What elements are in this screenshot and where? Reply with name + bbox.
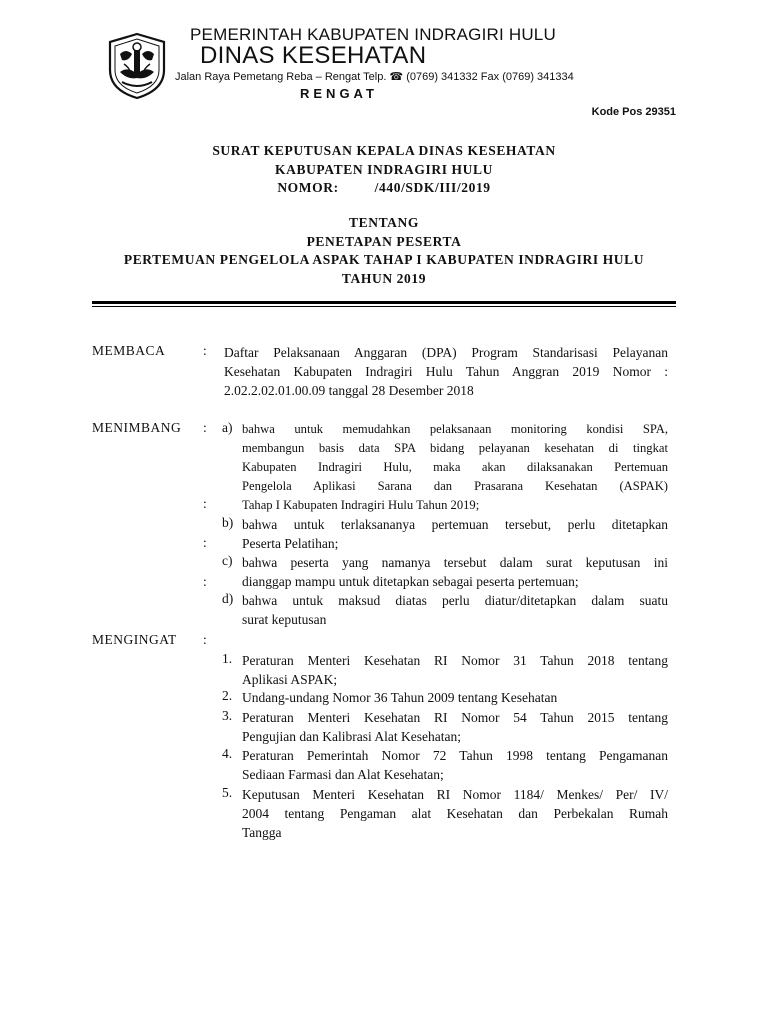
department-name: DINAS KESEHATAN (200, 42, 427, 69)
about-heading: TENTANG (349, 215, 419, 230)
mengingat-item-5: Keputusan Menteri Kesehatan RI Nomor 1184/ Menkes/ Per/ IV/ 2004 tentang Pengaman alat Kesehatan dan Perbekalan Rumah Tangga (242, 787, 668, 840)
subject-line-2: PERTEMUAN PENGELOLA ASPAK TAHAP I KABUPATEN INDRAGIRI HULU (123, 252, 645, 267)
membaca-label: MEMBACA (92, 343, 166, 358)
menimbang-item-c: bahwa peserta yang namanya tersebut dalam surat keputusan ini dianggap mampu untuk ditetapkan sebagai peserta pertemuan; (242, 555, 668, 589)
menimbang-colon-a: : (203, 420, 207, 435)
menimbang-item-b: bahwa untuk terlaksananya pertemuan tersebut, perlu ditetapkan Peserta Pelatihan; (242, 517, 668, 551)
membaca-colon: : (203, 343, 207, 358)
mengingat-item-1: Peraturan Menteri Kesehatan RI Nomor 31 Tahun 2018 tentang Aplikasi ASPAK; (242, 653, 668, 687)
mengingat-marker-5: 5. (222, 785, 233, 800)
membaca-text: Daftar Pelaksanaan Anggaran (DPA) Program Standarisasi Pelayanan Kesehatan Kabupaten Indragiri Hulu Tahun Anggran 2019 Nomor : 2.02.2.02.01.00.09 tanggal 28 Desember 2018 (224, 345, 668, 398)
mengingat-colon: : (203, 632, 207, 647)
menimbang-colon-b: : (203, 496, 207, 511)
menimbang-marker-c: c) (222, 553, 233, 568)
menimbang-marker-a: a) (222, 420, 233, 435)
mengingat-marker-2: 2. (222, 688, 233, 703)
mengingat-item-3: Peraturan Menteri Kesehatan RI Nomor 54 Tahun 2015 tentang Pengujian dan Kalibrasi Alat Kesehatan; (242, 710, 668, 744)
menimbang-marker-b: b) (222, 515, 234, 530)
menimbang-marker-d: d) (222, 591, 234, 606)
office-address: Jalan Raya Pemetang Reba – Rengat Telp. ☎ (0769) 341332 Fax (0769) 341334 (175, 71, 574, 83)
decree-title: SURAT KEPUTUSAN KEPALA DINAS KESEHATAN (212, 143, 556, 158)
mengingat-marker-3: 3. (222, 708, 233, 723)
menimbang-item-a: bahwa untuk memudahkan pelaksanaan monitoring kondisi SPA, membangun basis data SPA bidang pelayanan kesehatan di tingkat Kabupaten Indragiri Hulu, maka akan dilaksanakan Pertemuan Pengelola Aplikasi Sarana dan Prasarana Kesehatan (ASPAK) Tahap I Kabupaten Indragiri Hulu Tahun 2019; (242, 422, 668, 512)
decree-number (0, 180, 768, 196)
mengingat-marker-1: 1. (222, 651, 233, 666)
menimbang-colon-c: : (203, 535, 207, 550)
menimbang-colon-d: : (203, 574, 207, 589)
menimbang-label: MENIMBANG (92, 420, 182, 435)
subject-line-1: PENETAPAN PESERTA (306, 234, 462, 249)
decree-title-regency: KABUPATEN INDRAGIRI HULU (275, 162, 493, 177)
mengingat-marker-4: 4. (222, 746, 233, 761)
mengingat-label: MENGINGAT (92, 632, 177, 647)
government-name: PEMERINTAH KABUPATEN INDRAGIRI HULU (190, 25, 556, 44)
mengingat-item-4: Peraturan Pemerintah Nomor 72 Tahun 1998 tentang Pengamanan Sediaan Farmasi dan Alat Kesehatan; (242, 748, 668, 782)
regency-emblem-icon (106, 32, 168, 100)
divider-thick (92, 301, 676, 304)
menimbang-item-d: bahwa untuk maksud diatas perlu diatur/ditetapkan dalam suatu surat keputusan (242, 593, 668, 627)
divider-thin (92, 306, 676, 307)
postal-code: Kode Pos 29351 (591, 106, 676, 118)
number-value: /440/SDK/III/2019 (374, 180, 491, 195)
city-name: RENGAT (300, 86, 378, 101)
number-label: NOMOR: (277, 180, 339, 195)
subject-line-3: TAHUN 2019 (341, 271, 427, 286)
mengingat-item-2: Undang-undang Nomor 36 Tahun 2009 tentang Kesehatan (242, 690, 558, 705)
